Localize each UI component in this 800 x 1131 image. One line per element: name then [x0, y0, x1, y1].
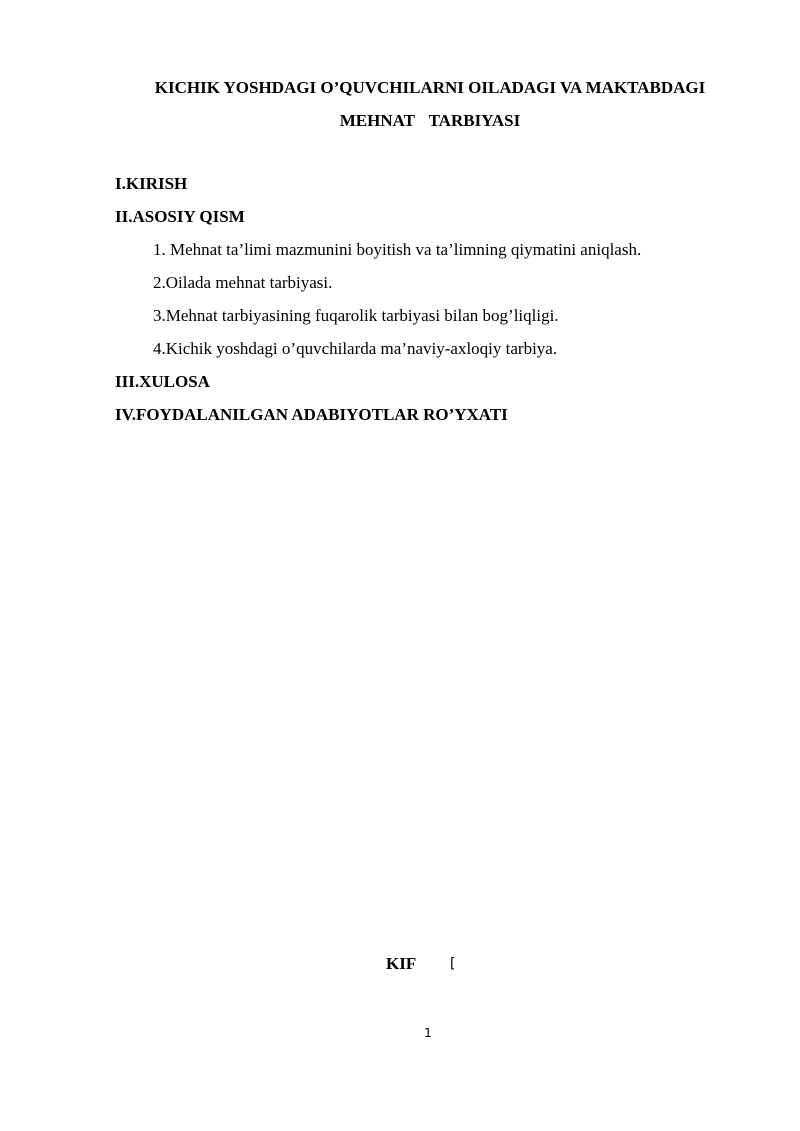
page-number: 1 [424, 1026, 432, 1040]
toc-subitem: 4.Kichik yoshdagi o’quvchilarda ma’naviy-axloqiy tarbiya. [153, 339, 558, 358]
truncated-heading-fragment: [ [450, 956, 456, 972]
table-of-contents [115, 174, 735, 438]
toc-subitem: 2.Oilada mehnat tarbiyasi. [153, 273, 333, 292]
toc-section-references: IV.FOYDALANILGAN ADABIYOTLAR RO’YXATI [115, 405, 508, 424]
toc-subitem: 1. Mehnat ta’limi mazmunini boyitish va ta’limning qiymatini aniqlash. [153, 240, 642, 259]
document-title-line-2: MEHNAT TARBIYASI [339, 111, 521, 130]
toc-section-conclusion: III.XULOSA [115, 372, 210, 391]
truncated-section-heading: KIF [386, 954, 417, 973]
toc-subitem: 3.Mehnat tarbiyasining fuqarolik tarbiyasi bilan bog’liqligi. [153, 306, 559, 325]
document-title-line-1: KICHIK YOSHDAGI O’QUVCHILARNI OILADAGI VA MAKTABDAGI [154, 78, 706, 97]
toc-section-intro: I.KIRISH [115, 174, 188, 193]
toc-section-main: II.ASOSIY QISM [115, 207, 245, 226]
